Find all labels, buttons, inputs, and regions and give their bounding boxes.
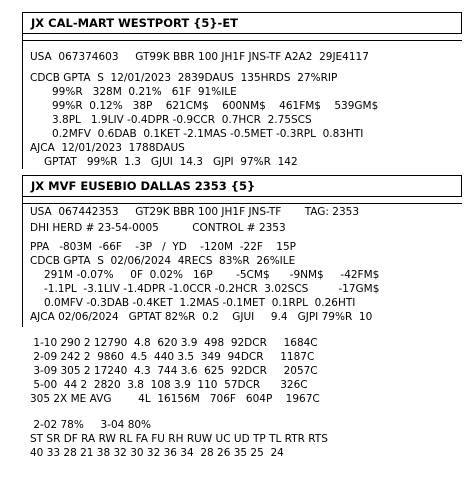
record2-banner [22, 175, 462, 197]
record1-health-line-1: 3.8PL 1.9LIV -0.4DPR -0.9CCR 0.7HCR 2.75SCS [52, 114, 312, 126]
classification-scores: 2-02 78% 3-04 80% [30, 419, 152, 431]
lactation-average-row: 305 2X ME AVG 4L 16156M 706F 604P 1967C [30, 393, 320, 405]
lactation-row: 2-09 242 2 9860 4.5 440 3.5 349 94DCR 1187C [30, 351, 315, 363]
record1-top-rule [22, 40, 462, 41]
record1-ajca-line: AJCA 12/01/2023 1788DAUS [30, 142, 185, 154]
record2-health-line-1: -1.1PL -3.1LIV -1.4DPR -1.0CCR -0.2HCR 3.02SCS -17GM$ [44, 283, 380, 295]
record2-gpta-line: CDCB GPTA S 02/06/2024 4RECS 83%R 26%ILE [30, 255, 296, 267]
linear-trait-headers: ST SR DF RA RW RL FA FU RH RUW UC UD TP TL RTR RTS [30, 433, 328, 445]
record2-herd-line: DHI HERD # 23-54-0005 CONTROL # 2353 [30, 222, 286, 234]
record1-title: JX CAL-MART WESTPORT {5}-ET [31, 16, 239, 30]
record2-title: JX MVF EUSEBIO DALLAS 2353 {5} [31, 179, 256, 193]
linear-trait-scores: 40 33 28 21 38 32 30 32 36 34 28 26 35 25 24 [30, 447, 284, 459]
record1-registration-line: USA 067374603 GT99K BBR 100 JH1F JNS-TF A2A2 29JE4117 [30, 51, 369, 63]
record1-type-line: GPTAT 99%R 1.3 GJUI 14.3 GJPI 97%R 142 [44, 156, 298, 168]
record2-top-rule [22, 203, 462, 204]
record2-registration-line: USA 067442353 GT29K BBR 100 JH1F JNS-TF TAG: 2353 [30, 206, 360, 218]
lactation-row: 3-09 305 2 17240 4.3 744 3.6 625 92DCR 2057C [30, 365, 318, 377]
record2-left-border [22, 197, 23, 327]
record2-ppa-line: PPA -803M -66F -3P / YD -120M -22F 15P [30, 241, 296, 253]
record2-production-line: 291M -0.07% 0F 0.02% 16P -5CM$ -9NM$ -42FM$ [44, 269, 380, 281]
record1-gpta-line: CDCB GPTA S 12/01/2023 2839DAUS 135HRDS 27%RIP [30, 72, 338, 84]
record1-indexes-line: 99%R 0.12% 38P 621CM$ 600NM$ 461FM$ 539GM$ [52, 100, 379, 112]
record1-health-line-2: 0.2MFV 0.6DAB 0.1KET -2.1MAS -0.5MET -0.3RPL 0.83HTI [52, 128, 364, 140]
record1-production-line: 99%R 328M 0.21% 61F 91%ILE [52, 86, 237, 98]
record1-left-border [22, 34, 23, 169]
record1-banner [22, 12, 462, 34]
record2-ajca-line: AJCA 02/06/2024 GPTAT 82%R 0.2 GJUI 9.4 GJPI 79%R 10 [30, 311, 373, 323]
record2-health-line-2: 0.0MFV -0.3DAB -0.4KET 1.2MAS -0.1MET 0.1RPL 0.26HTI [44, 297, 356, 309]
lactation-row: 5-00 44 2 2820 3.8 108 3.9 110 57DCR 326C [30, 379, 308, 391]
lactation-row: 1-10 290 2 12790 4.8 620 3.9 498 92DCR 1684C [30, 337, 318, 349]
